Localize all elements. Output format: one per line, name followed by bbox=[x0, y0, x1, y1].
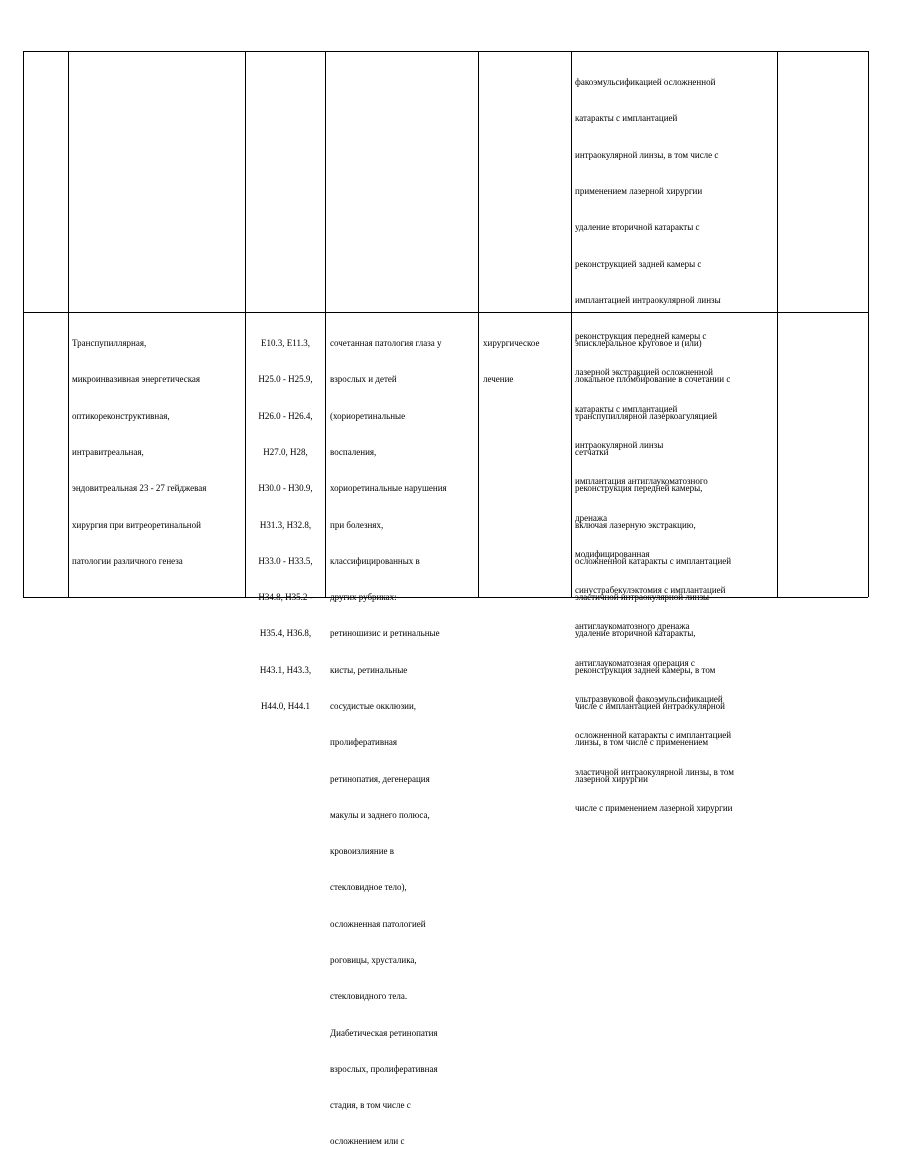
text-line: сочетанная патология глаза у bbox=[330, 338, 442, 349]
text-line: ретиношизис и ретинальные bbox=[330, 628, 440, 639]
text-line: макулы и заднего полюса, bbox=[330, 809, 430, 820]
text-line: (хориоретинальные bbox=[330, 410, 406, 421]
column-border bbox=[68, 51, 69, 597]
column-border bbox=[23, 51, 24, 597]
text-line: стекловидное тело), bbox=[330, 882, 407, 893]
text-line: транспупиллярной лазеркоагуляцией bbox=[575, 410, 718, 421]
text-line: лазерной хирургии bbox=[575, 773, 648, 784]
text-line: взрослых, пролиферативная bbox=[330, 1063, 438, 1074]
text-line: E10.3, E11.3, bbox=[261, 338, 310, 349]
text-line: катаракты с имплантацией bbox=[575, 113, 678, 124]
text-line: микроинвазивная энергетическая bbox=[72, 374, 201, 385]
table-top-border bbox=[23, 51, 868, 52]
text-line: реконструкция передней камеры, bbox=[575, 483, 703, 494]
text-line: хирургия при витреоретинальной bbox=[72, 519, 201, 530]
text-line: применением лазерной хирургии bbox=[575, 186, 703, 197]
column-border bbox=[777, 51, 778, 597]
text-line: удаление вторичной катаракты с bbox=[575, 222, 700, 233]
text-line: пролиферативная bbox=[330, 737, 398, 748]
text-line: H27.0, H28, bbox=[263, 447, 308, 458]
text-line: сосудистые окклюзии, bbox=[330, 701, 417, 711]
row2-treatment-cell bbox=[483, 313, 539, 410]
text-line: синустрабекулэктомия с имплантацией bbox=[575, 585, 726, 596]
column-border bbox=[571, 51, 572, 597]
text-line: реконструкция передней камеры с bbox=[575, 331, 707, 342]
text-line: эластичной интраокулярной линзы bbox=[575, 592, 710, 603]
text-line: H25.0 - H25.9, bbox=[258, 374, 313, 385]
text-line: модифицированная bbox=[575, 548, 650, 559]
text-line: H33.0 - H33.5, bbox=[258, 555, 313, 566]
text-line: H44.0, H44.1 bbox=[261, 701, 310, 711]
column-border bbox=[868, 51, 869, 597]
text-line: факоэмульсификацией осложненной bbox=[575, 77, 716, 88]
text-line: хирургическое bbox=[483, 338, 540, 349]
text-line: реконструкция задней камеры, в том bbox=[575, 664, 716, 675]
text-line: хориоретинальные нарушения bbox=[330, 483, 447, 494]
text-line: катаракты с имплантацией bbox=[575, 403, 678, 414]
text-line: H26.0 - H26.4, bbox=[258, 410, 313, 421]
text-line: включая лазерную экстракцию, bbox=[575, 519, 696, 530]
text-line: роговицы, хрусталика, bbox=[330, 954, 417, 965]
column-border bbox=[325, 51, 326, 597]
text-line: при болезнях, bbox=[330, 519, 384, 530]
text-line: ретинопатия, дегенерация bbox=[330, 773, 430, 784]
text-line: кисты, ретинальные bbox=[330, 664, 408, 675]
text-line: стекловидного тела. bbox=[330, 991, 408, 1002]
text-line: H35.4, H36.8, bbox=[259, 628, 312, 639]
text-line: классифицированных в bbox=[330, 555, 420, 566]
text-line: локальное пломбирование в сочетании с bbox=[575, 374, 731, 385]
text-line: линзы, в том числе с применением bbox=[575, 737, 709, 748]
row2-name-cell bbox=[72, 313, 206, 591]
row2-diagnosis-cell bbox=[330, 313, 447, 1172]
text-line: H43.1, H43.3, bbox=[259, 664, 312, 675]
text-line: эписклеральное круговое и (или) bbox=[575, 338, 702, 349]
text-line: воспаления, bbox=[330, 447, 377, 458]
text-line: дренажа bbox=[575, 512, 608, 523]
text-line: антиглаукоматозная операция с bbox=[575, 657, 695, 668]
text-line: кровоизлияние в bbox=[330, 846, 395, 857]
text-line: лечение bbox=[483, 374, 514, 385]
text-line: имплантация антиглаукоматозного bbox=[575, 476, 708, 487]
text-line: реконструкцией задней камеры с bbox=[575, 258, 702, 269]
text-line: антиглаукоматозного дренажа bbox=[575, 621, 690, 632]
text-line: осложненная патологией bbox=[330, 918, 426, 929]
text-line: числе с применением лазерной хирургии bbox=[575, 802, 733, 813]
text-line: эластичной интраокулярной линзы, в том bbox=[575, 766, 734, 777]
text-line: интравитреальная, bbox=[72, 447, 144, 458]
row2-codes-cell bbox=[246, 313, 325, 736]
row2-methods-cell bbox=[575, 313, 731, 809]
text-line: Транспупиллярная, bbox=[72, 338, 147, 349]
text-line: числе с имплантацией интраокулярной bbox=[575, 701, 725, 711]
text-line: стадия, в том числе с bbox=[330, 1100, 411, 1111]
text-line: имплантацией интраокулярной линзы bbox=[575, 294, 721, 305]
text-line: осложненной катаракты с имплантацией bbox=[575, 730, 732, 741]
text-line: осложненной катаракты с имплантацией bbox=[575, 555, 732, 566]
text-line: ультразвуковой факоэмульсификацией bbox=[575, 693, 723, 704]
text-line: осложнением или с bbox=[330, 1136, 405, 1147]
text-line: сетчатки bbox=[575, 447, 609, 458]
text-line: H30.0 - H30.9, bbox=[258, 483, 313, 494]
text-line: патологии различного генеза bbox=[72, 555, 183, 566]
text-line: интраокулярной линзы, в том числе с bbox=[575, 149, 719, 160]
text-line: удаление вторичной катаракты, bbox=[575, 628, 696, 639]
text-line: H31.3, H32.8, bbox=[259, 519, 312, 530]
text-line: оптикореконструктивная, bbox=[72, 410, 170, 421]
column-border bbox=[478, 51, 479, 597]
text-line: лазерной экстракцией осложненной bbox=[575, 367, 713, 378]
text-line: H34.8, H35.2 - bbox=[258, 592, 313, 603]
text-line: Диабетическая ретинопатия bbox=[330, 1027, 438, 1038]
text-line: взрослых и детей bbox=[330, 374, 397, 385]
text-line: эндовитреальная 23 - 27 гейджевая bbox=[72, 483, 207, 494]
text-line: других рубриках: bbox=[330, 592, 397, 603]
text-line: интраокулярной линзы bbox=[575, 440, 664, 450]
